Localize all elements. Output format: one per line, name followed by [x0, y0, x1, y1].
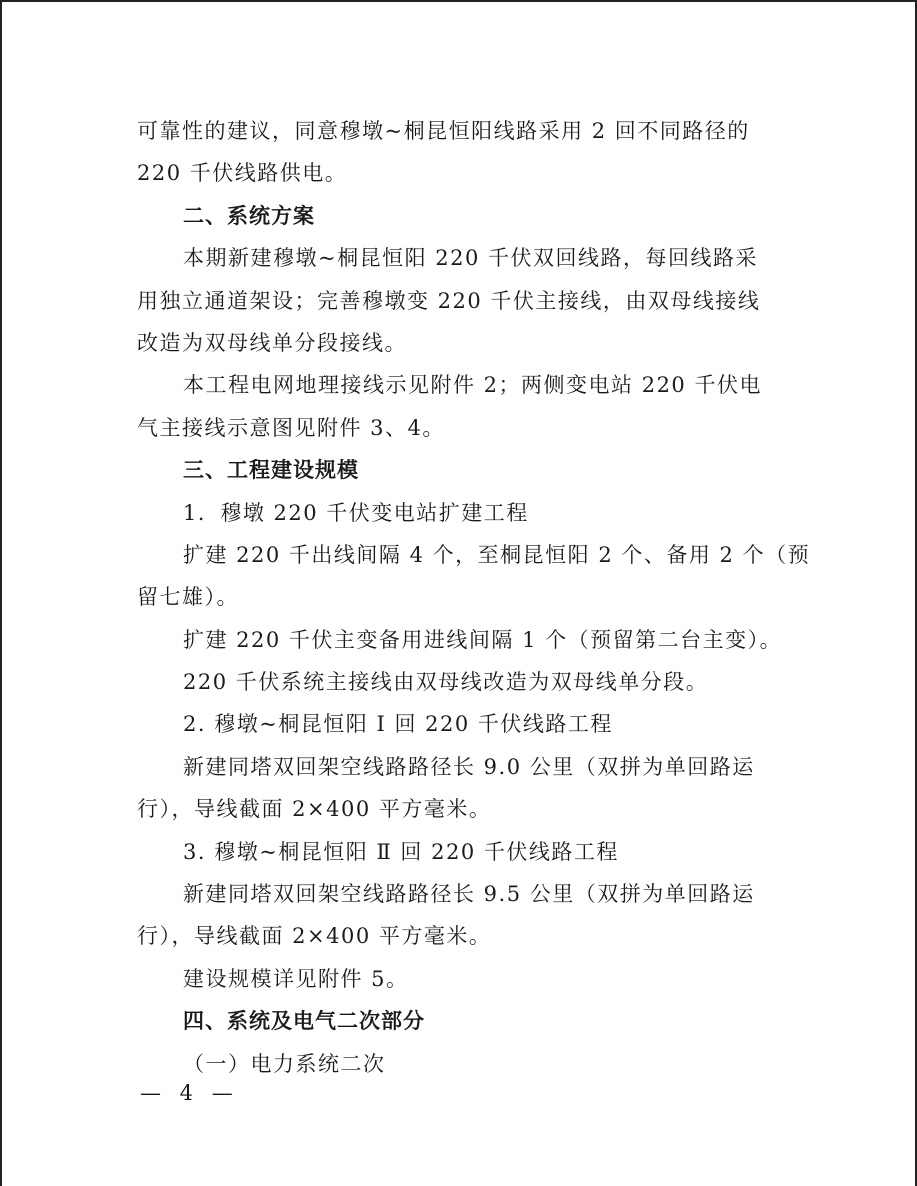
paragraph-line: 建设规模详见附件 5。 — [183, 966, 409, 991]
paragraph-line: 行），导线截面 2×400 平方毫米。 — [137, 924, 492, 949]
paragraph-line: 改造为双母线单分段接线。 — [137, 330, 407, 355]
paragraph-line: 3. 穆墩~桐昆恒阳 Ⅱ 回 220 千伏线路工程 — [183, 839, 619, 864]
paragraph-line: 用独立通道架设；完善穆墩变 220 千伏主接线，由双母线接线 — [137, 288, 761, 313]
page-number: — 4 — — [140, 1081, 239, 1105]
section-heading: 三、工程建设规模 — [183, 458, 359, 483]
paragraph-line: 2. 穆墩~桐昆恒阳 Ⅰ 回 220 千伏线路工程 — [183, 712, 613, 737]
paragraph-line: 扩建 220 千出线间隔 4 个，至桐昆恒阳 2 个、备用 2 个（预 — [183, 542, 811, 567]
paragraph-line: 新建同塔双回架空线路路径长 9.0 公里（双拼为单回路运 — [183, 754, 755, 779]
paragraph-line: 气主接线示意图见附件 3、4。 — [137, 415, 445, 440]
paragraph-line: 本工程电网地理接线示见附件 2；两侧变电站 220 千伏电 — [183, 373, 762, 398]
paragraph-line: 220 千伏线路供电。 — [137, 161, 348, 186]
paragraph-line: 留七雄）。 — [137, 585, 239, 610]
paragraph-line: 扩建 220 千伏主变备用进线间隔 1 个（预留第二台主变）。 — [183, 627, 783, 652]
paragraph-line: 1．穆墩 220 千伏变电站扩建工程 — [183, 500, 529, 525]
paragraph-line: 可靠性的建议，同意穆墩~桐昆恒阳线路采用 2 回不同路径的 — [137, 119, 750, 143]
section-heading: 二、系统方案 — [183, 203, 315, 228]
document-body — [137, 110, 811, 1085]
paragraph-line: （一）电力系统二次 — [183, 1051, 386, 1076]
section-heading: 四、系统及电气二次部分 — [183, 1009, 425, 1034]
paragraph-line: 行），导线截面 2×400 平方毫米。 — [137, 797, 492, 822]
paragraph-line: 本期新建穆墩~桐昆恒阳 220 千伏双回线路，每回线路采 — [183, 246, 759, 271]
paragraph-line: 220 千伏系统主接线由双母线改造为双母线单分段。 — [183, 670, 709, 695]
paragraph-line: 新建同塔双回架空线路路径长 9.5 公里（双拼为单回路运 — [183, 882, 755, 907]
